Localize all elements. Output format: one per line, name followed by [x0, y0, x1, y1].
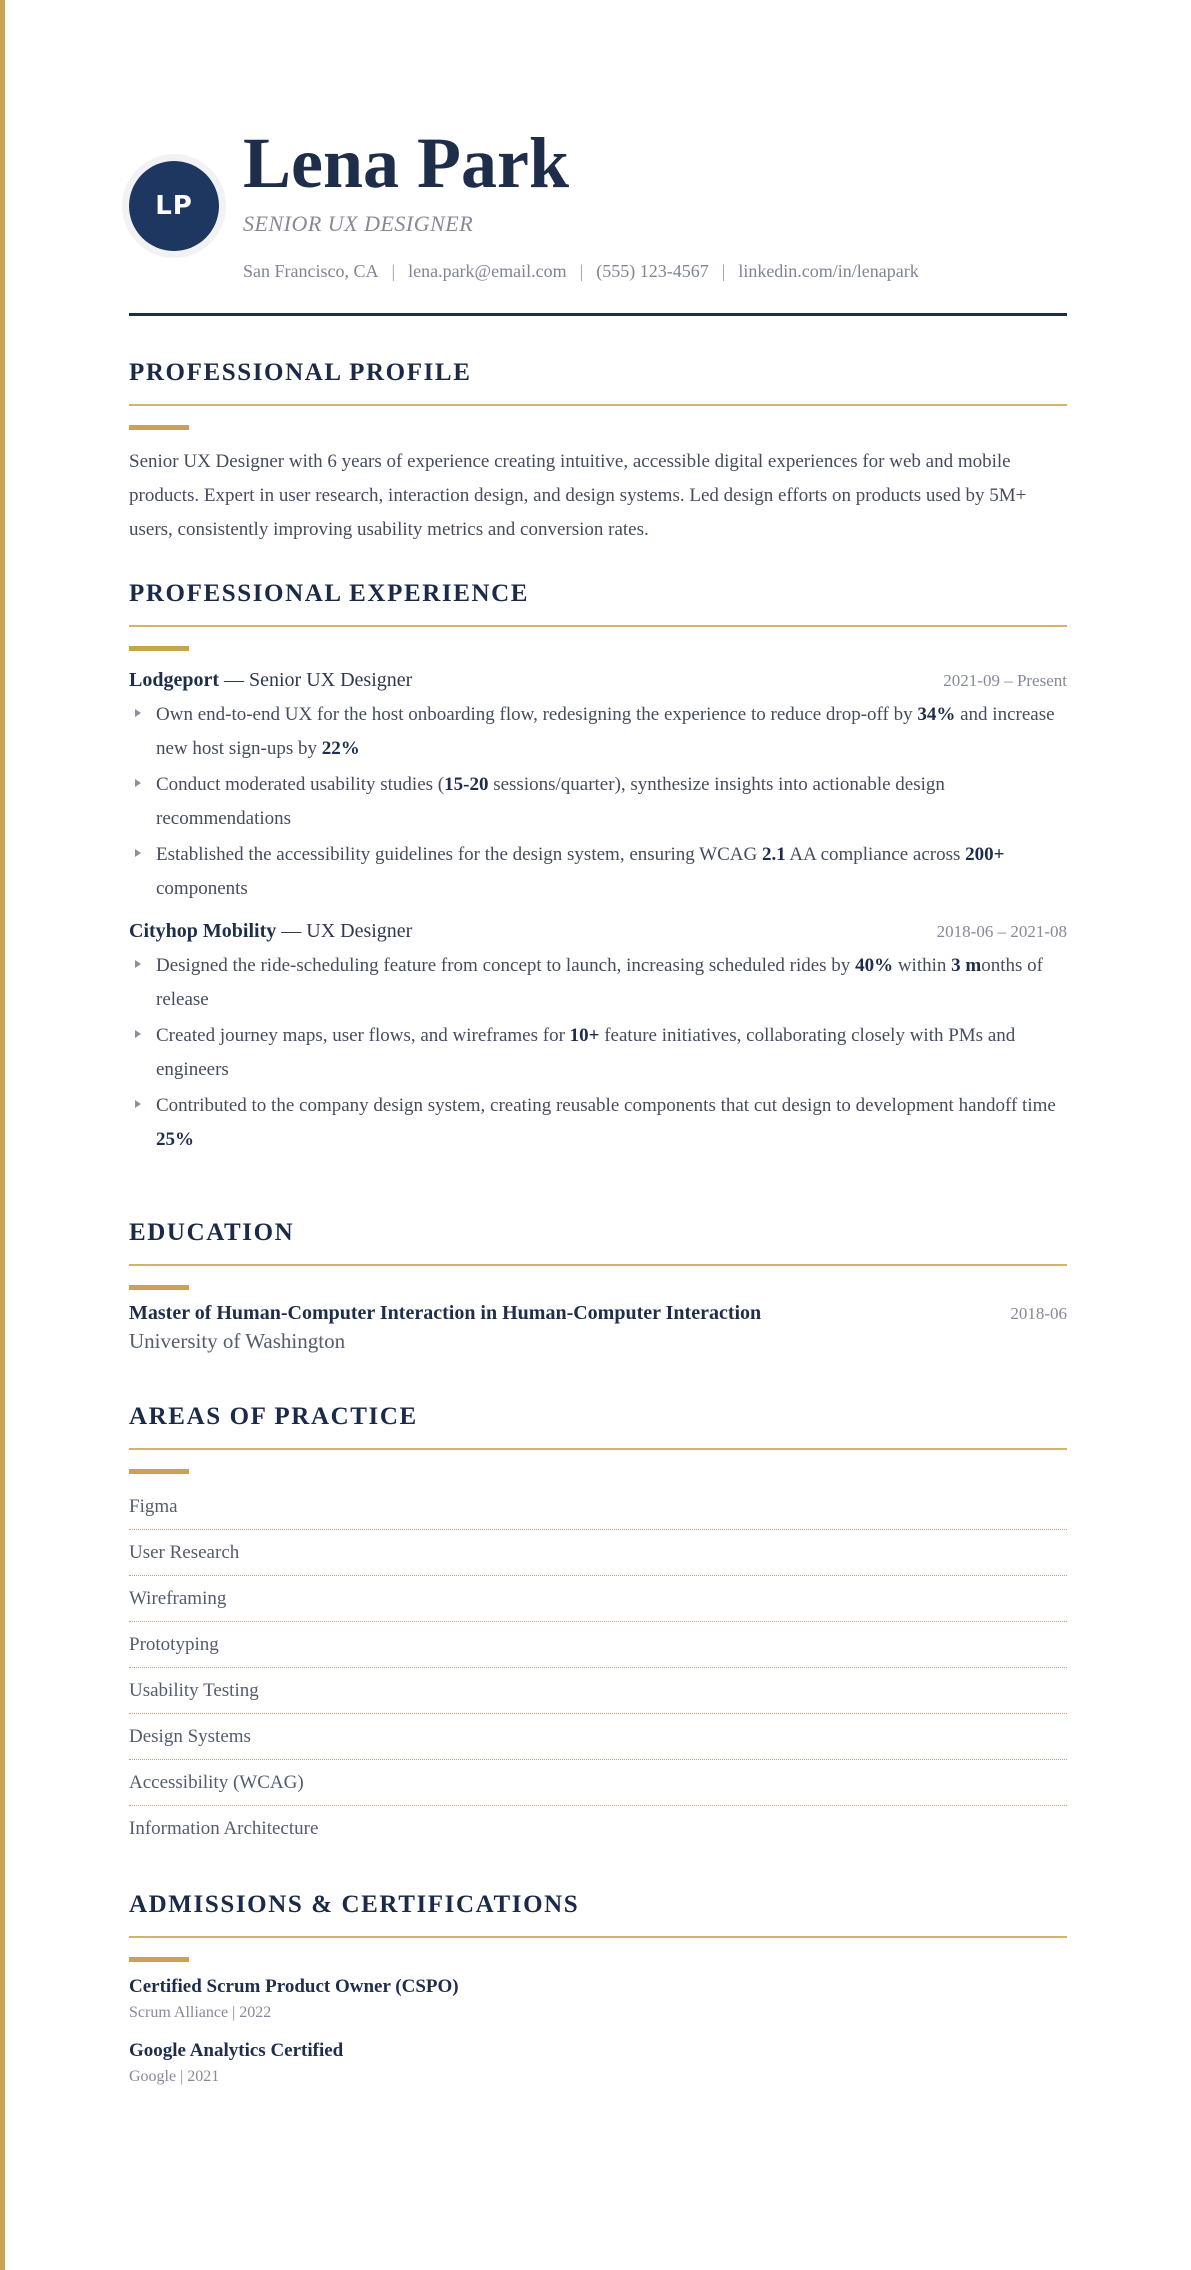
education-section: [129, 1217, 1067, 1354]
job-role: Senior UX Designer: [249, 669, 413, 691]
job-bullet: Conduct moderated usability studies (15-20 sessions/quarter), synthesize insights into actionable design recommendations: [129, 768, 1067, 836]
job-bullet: Created journey maps, user flows, and wireframes for 10+ feature initiatives, collaborating closely with PMs and engineers: [129, 1019, 1067, 1087]
job-dash: —: [219, 669, 249, 691]
contact-line: [243, 261, 919, 282]
degree-name: Master of Human-Computer Interaction in Human-Computer Interaction: [129, 1302, 762, 1324]
contact-separator: |: [721, 261, 726, 281]
job-dash: —: [276, 920, 307, 942]
candidate-name: Lena Park: [243, 123, 570, 203]
certification-issuer: Google | 2021: [129, 2068, 220, 2085]
job-entry: [129, 920, 1067, 1157]
bullet-highlight: 22%: [321, 738, 360, 759]
section-heading: PROFESSIONAL EXPERIENCE: [129, 580, 530, 607]
job-role: UX Designer: [306, 920, 413, 942]
bullet-highlight: 15-20: [444, 774, 489, 795]
job-header: [129, 920, 1067, 943]
section-divider: [129, 1264, 1067, 1266]
skill-list: [129, 1484, 1067, 1852]
bullet-highlight: 3 m: [951, 955, 982, 976]
avatar: LP: [129, 161, 219, 251]
practice-section: [129, 1401, 1067, 1852]
skill-item: Wireframing: [129, 1576, 1067, 1622]
section-divider: [129, 1936, 1067, 1938]
skill-item: User Research: [129, 1530, 1067, 1576]
certification-issuer: Scrum Alliance | 2022: [129, 2004, 272, 2021]
contact-separator: |: [391, 261, 396, 281]
job-header: [129, 669, 1067, 692]
job-bullets: [129, 698, 1067, 906]
certification-entry: [129, 1976, 1067, 2022]
contact-phone[interactable]: (555) 123-4567: [596, 261, 709, 281]
company-name: Cityhop Mobility: [129, 920, 277, 942]
profile-section: [129, 357, 1067, 547]
section-accent-bar: [129, 1957, 189, 1962]
resume-header: [129, 0, 1067, 316]
section-accent-bar: [129, 425, 189, 430]
certifications-section: [129, 1889, 1067, 2086]
section-divider: [129, 1448, 1067, 1450]
school-name: University of Washington: [129, 1329, 346, 1353]
contact-linkedin[interactable]: linkedin.com/in/lenapark: [738, 261, 919, 281]
job-dates: 2018-06 – 2021-08: [936, 922, 1067, 941]
job-dates: 2021-09 – Present: [943, 671, 1067, 690]
job-bullet: Designed the ride-scheduling feature from concept to launch, increasing scheduled rides by 40% within 3 months of release: [129, 949, 1067, 1017]
education-entry: [129, 1302, 1067, 1325]
bullet-highlight: 2.1: [761, 844, 786, 865]
bullet-highlight: 40%: [855, 955, 894, 976]
bullet-highlight: 25%: [156, 1129, 194, 1150]
bullet-highlight: 10+: [569, 1025, 600, 1046]
section-divider: [129, 625, 1067, 627]
section-accent-bar: [129, 1285, 189, 1290]
skill-item: Design Systems: [129, 1714, 1067, 1760]
graduation-date: 2018-06: [1010, 1304, 1067, 1323]
contact-separator: |: [579, 261, 584, 281]
section-accent-bar: [129, 646, 189, 651]
certification-name: Google Analytics Certified: [129, 2040, 344, 2061]
contact-location: San Francisco, CA: [243, 261, 379, 281]
skill-item: Accessibility (WCAG): [129, 1760, 1067, 1806]
section-accent-bar: [129, 1469, 189, 1474]
section-heading: ADMISSIONS & CERTIFICATIONS: [129, 1891, 580, 1918]
skill-item: Usability Testing: [129, 1668, 1067, 1714]
section-heading: EDUCATION: [129, 1219, 295, 1246]
certification-name: Certified Scrum Product Owner (CSPO): [129, 1976, 459, 1997]
experience-section: [129, 578, 1067, 1159]
bullet-highlight: 34%: [917, 704, 956, 725]
skill-item: Information Architecture: [129, 1818, 319, 1839]
job-title: SENIOR UX DESIGNER: [243, 211, 474, 236]
skill-item: Figma: [129, 1484, 1067, 1530]
company-name: Lodgeport: [129, 669, 219, 691]
job-bullets: [129, 949, 1067, 1157]
skill-item: Prototyping: [129, 1622, 1067, 1668]
section-heading: AREAS OF PRACTICE: [129, 1403, 418, 1430]
resume-page: [129, 0, 1067, 2085]
contact-email[interactable]: lena.park@email.com: [408, 261, 567, 281]
bullet-highlight: 200+: [965, 844, 1005, 865]
section-heading: PROFESSIONAL PROFILE: [129, 359, 472, 386]
profile-summary: Senior UX Designer with 6 years of experience creating intuitive, accessible digital experiences for web and mobile products. Expert in user research, interaction design, and design systems. Led design efforts on products used by 5M+ users, consistently improving usability metrics and conversion rates.: [129, 451, 1027, 540]
certification-entry: [129, 2040, 1067, 2086]
job-bullet: Contributed to the company design system, creating reusable components that cut design to development handoff time 25%: [129, 1089, 1067, 1157]
section-divider: [129, 404, 1067, 406]
job-bullet: Own end-to-end UX for the host onboarding flow, redesigning the experience to reduce drop-off by 34% and increase new host sign-ups by 22%: [129, 698, 1067, 766]
job-bullet: Established the accessibility guidelines for the design system, ensuring WCAG 2.1 AA compliance across 200+ components: [129, 838, 1067, 906]
job-entry: [129, 669, 1067, 906]
left-accent-bar: [0, 0, 5, 2270]
